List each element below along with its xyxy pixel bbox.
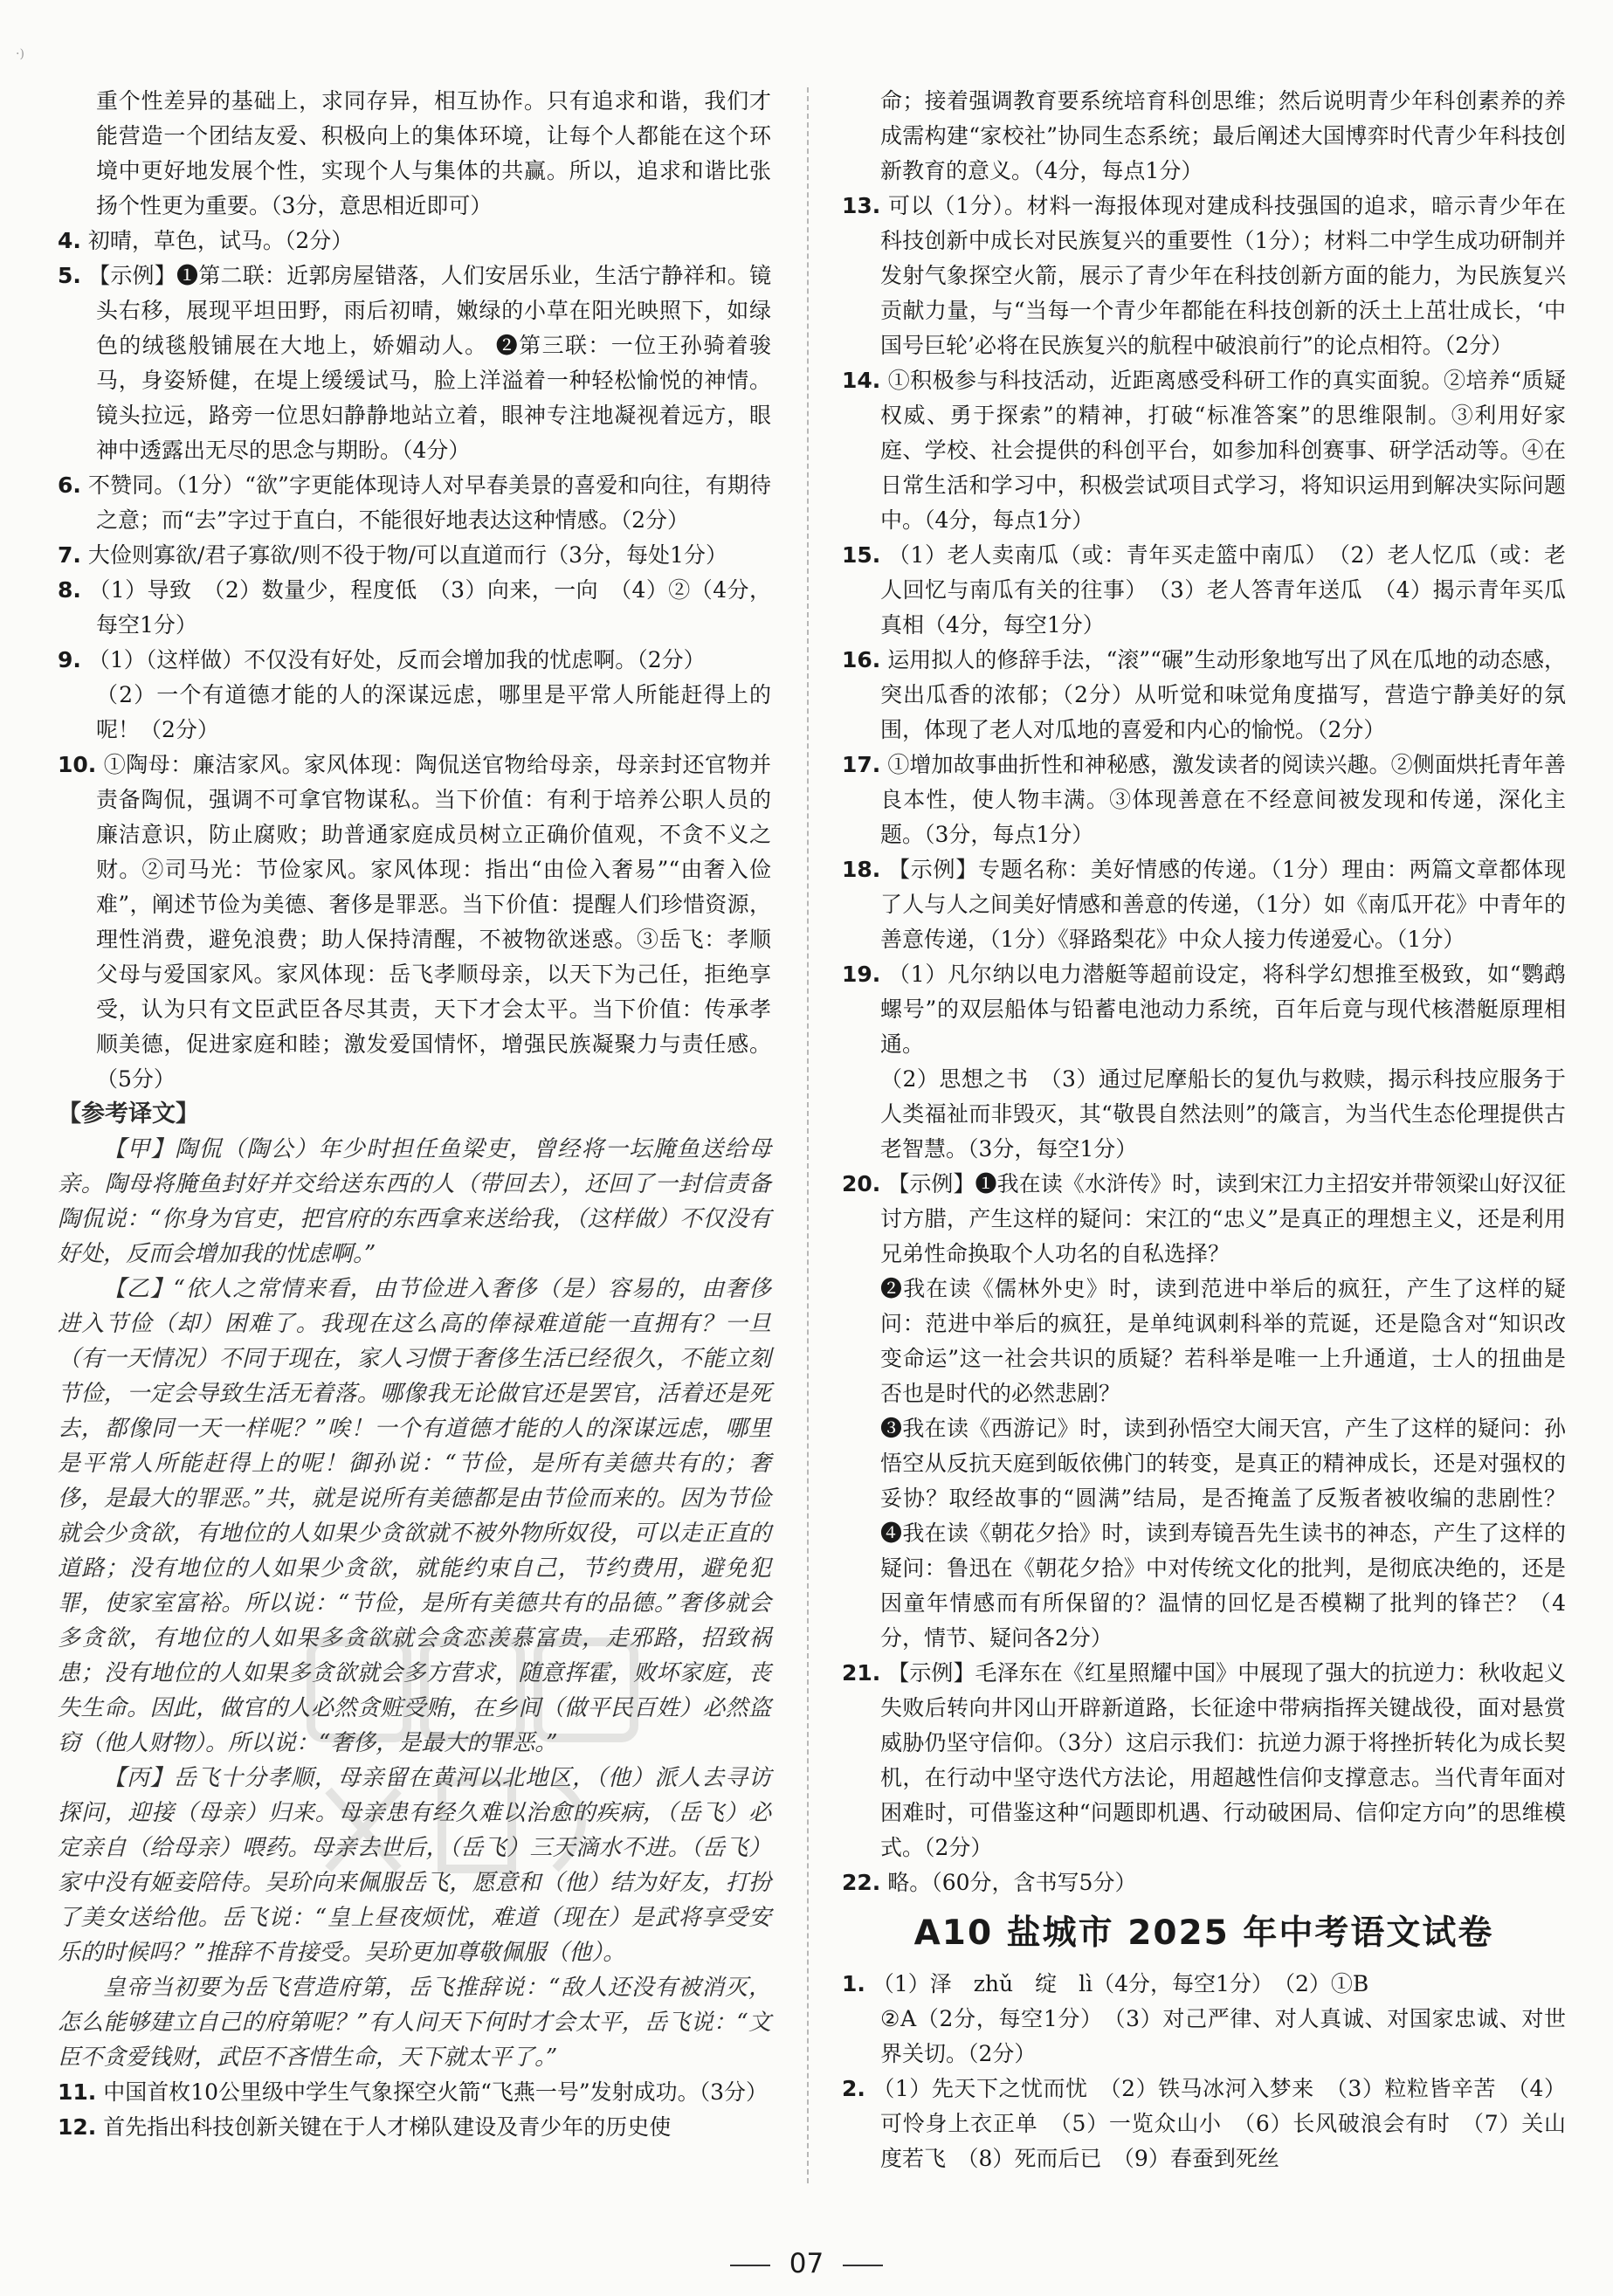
answer-text: （1）导致 （2）数量少，程度低 （3）向来，一向 （4）②（4分，每空1分） (88, 577, 771, 638)
reference-paragraph: 【甲】陶侃（陶公）年少时担任鱼梁吏，曾经将一坛腌鱼送给母亲。陶母将腌鱼封好并交给送东西的人（带回去），还回了一封信责备陶侃说：“你身为官吏，把官府的东西拿来送给我，（这样做）不仅没有好处，反而会增加我的忧虑啊。” (58, 1136, 771, 1267)
answer-text: 运用拟人的修辞手法，“滚”“碾”生动形象地写出了风在瓜地的动态感，突出瓜香的浓郁；（2分）从听觉和味觉角度描写，营造宁静美好的氛围，体现了老人对瓜地的喜爱和内心的愉悦。（2分） (880, 647, 1566, 742)
answer-text: ❷我在读《儒林外史》时，读到范进中举后的疯狂，产生了这样的疑问：范进中举后的疯狂，是单纯讽刺科举的荒诞，还是隐含对“知识改变命运”这一社会共识的质疑？若科举是唯一上升通道，士人的扭曲是否也是时代的必然悲剧？ (880, 1276, 1566, 1406)
answer-text: （1）（这样做）不仅没有好处，反而会增加我的忧虑啊。（2分） (87, 647, 706, 672)
answer-item (58, 643, 771, 678)
answer-item (842, 538, 1566, 643)
answer-item (842, 748, 1566, 852)
answer-item (842, 1967, 1566, 2002)
answer-text: 【示例】❶第二联：近郭房屋错落，人们安居乐业，生活宁静祥和。镜头右移，展现平坦田野，雨后初晴，嫩绿的小草在阳光映照下，如绿色的绒毯般铺展在大地上，娇媚动人。 ❷第三联：一位王孙骑着骏马，身姿矫健，在堤上缓缓试马，脸上洋溢着一种轻松愉悦的神情。镜头拉远，路旁一位思妇静静地站立着，眼神专注地凝视着远方，眼神中透露出无尽的思念与期盼。（4分） (88, 263, 771, 463)
reference-paragraph: 【丙】岳飞十分孝顺，母亲留在黄河以北地区，（他）派人去寻访探问，迎接（母亲）归来。母亲患有经久难以治愈的疾病，（岳飞）必定亲自（给母亲）喂药。母亲去世后，（岳飞）三天滴水不进。（岳飞）家中没有姬妾陪侍。吴玠向来佩服岳飞，愿意和（他）结为好友，打扮了美女送给他。岳飞说：“皇上昼夜烦忧，难道（现在）是武将享受安乐的时候吗？”推辞不肯接受。吴玠更加尊敬佩服（他）。 (58, 1765, 771, 1966)
answer-item (842, 1167, 1566, 1272)
answer-item (842, 363, 1566, 538)
answer-item (58, 573, 771, 643)
answer-number: 12. (58, 2114, 97, 2140)
answer-item (58, 748, 771, 1097)
answer-text: 【示例】❶我在读《水浒传》时，读到宋江力主招安并带领梁山好汉征讨方腊，产生这样的疑问：宋江的“忠义”是真正的理想主义，还是利用兄弟性命换取个人功名的自私选择？ (880, 1171, 1566, 1266)
answer-item (842, 643, 1566, 748)
right-column (842, 84, 1589, 2176)
answer-number: 7. (58, 542, 81, 568)
answer-item (842, 2072, 1566, 2176)
answer-number: 9. (58, 647, 81, 672)
answer-text: 初晴，草色，试马。（2分） (87, 228, 354, 253)
reference-translation (58, 1097, 771, 2075)
reference-paragraph: 皇帝当初要为岳飞营造府第，岳飞推辞说：“敌人还没有被消灭，怎么能够建立自己的府第呢？”有人问天下何时才会太平，岳飞说：“文臣不贪爱钱财，武臣不吝惜生命，天下就太平了。” (58, 1975, 771, 2071)
answer-item (842, 189, 1566, 363)
answer-continuation (842, 2002, 1566, 2072)
section-title: A10 盐城市 2025 年中考语文试卷 (913, 1913, 1494, 1953)
answer-number: 17. (842, 752, 881, 777)
answer-text: 【示例】毛泽东在《红星照耀中国》中展现了强大的抗逆力：秋收起义失败后转向井冈山开辟新道路，长征途中带病指挥关键战役，面对悬赏威胁仍坚守信仰。（3分）这启示我们：抗逆力源于将挫折转化为成长契机，在行动中坚守迭代方法论，用超越性信仰支撑意志。当代青年面对困难时，可借鉴这种“问题即机遇、行动破困局、信仰定方向”的思维模式。（2分） (880, 1660, 1566, 1860)
reference-paragraph: 【乙】“依人之常情来看，由节俭进入奢侈（是）容易的，由奢侈进入节俭（却）困难了。我现在这么高的俸禄难道能一直拥有？一旦（有一天情况）不同于现在，家人习惯于奢侈生活已经很久，不能立刻节俭，一定会导致生活无着落。哪像我无论做官还是罢官，活着还是死去，都像同一天一样呢？”唉！一个有道德才能的人的深谋远虑，哪里是平常人所能赶得上的呢！御孙说：“节俭，是所有美德共有的；奢侈，是最大的罪恶。”共，就是说所有美德都是由节俭而来的。因为节俭就会少贪欲，有地位的人如果少贪欲就不被外物所奴役，可以走正直的道路；没有地位的人如果少贪欲，就能约束自己，节约费用，避免犯罪，使家室富裕。所以说：“节俭，是所有美德共有的品德。”奢侈就会多贪欲，有地位的人如果多贪欲就会贪恋羡慕富贵，走邪路，招致祸患；没有地位的人如果多贪欲就会多方营求，随意挥霍，败坏家庭，丧失生命。因此，做官的人必然贪赃受贿，在乡间（做平民百姓）必然盗窃（他人财物）。所以说：“奢侈，是最大的罪恶。” (58, 1276, 771, 1756)
answer-item (58, 2110, 771, 2145)
answer-continuation (58, 678, 771, 748)
watermark-logo (293, 1607, 704, 1886)
page-number: 07 (0, 2248, 1613, 2279)
answer-text: 不赞同。（1分）“欲”字更能体现诗人对早春美景的喜爱和向往，有期待之意；而“去”字过于直白，不能很好地表达这种情感。（2分） (87, 472, 771, 533)
answer-number: 18. (842, 857, 881, 882)
answer-number: 13. (842, 193, 881, 218)
answer-text: （1）老人卖南瓜（或：青年买走篮中南瓜） （2）老人忆瓜（或：老人回忆与南瓜有关的往事） （3）老人答青年送瓜 （4）揭示青年买瓜真相（4分，每空1分） (880, 542, 1566, 638)
answer-item (58, 2075, 771, 2110)
answer-number: 16. (842, 647, 881, 672)
answer-item (58, 259, 771, 468)
answer-text: 【示例】专题名称：美好情感的传递。（1分）理由：两篇文章都体现了人与人之间美好情感和善意的传递，（1分）如《南瓜开花》中青年的善意传递，（1分）《驿路梨花》中众人接力传递爱心。（1分） (880, 857, 1566, 952)
corner-mark: ·) (16, 47, 24, 61)
answer-number: 4. (58, 228, 81, 253)
answer-item (842, 1656, 1566, 1865)
answer-text: （1）先天下之忧而忧 （2）铁马冰河入梦来 （3）粒粒皆辛苦 （4）可怜身上衣正单 （5）一览众山小 （6）长风破浪会有时 （7）关山度若飞 （8）死而后已 （9）春蚕到死丝 (872, 2076, 1566, 2171)
answer-item (842, 852, 1566, 957)
answer-text: （1）凡尔纳以电力潜艇等超前设定，将科学幻想推至极致，如“鹦鹉螺号”的双层船体与铅蓄电池动力系统，百年后竟与现代核潜艇原理相通。 (880, 962, 1566, 1057)
answer-text: ①增加故事曲折性和神秘感，激发读者的阅读兴趣。②侧面烘托青年善良本性，使人物丰满。③体现善意在不经意间被发现和传递，深化主题。（3分，每点1分） (880, 752, 1566, 847)
answer-text: 可以（1分）。材料一海报体现对建成科技强国的追求，暗示青少年在科技创新中成长对民族复兴的重要性（1分）；材料二中学生成功研制并发射气象探空火箭，展示了青少年在科技创新方面的能力，为民族复兴贡献力量，与“当每一个青少年都能在科技创新的沃土上茁壮成长，‘中国号巨轮’必将在民族复兴的航程中破浪前行”的论点相符。（2分） (880, 193, 1566, 358)
answer-number: 5. (58, 263, 81, 288)
answer-item (842, 1865, 1566, 1900)
answer-text: ②A（2分，每空1分） （3）对己严律、对人真诚、对国家忠诚、对世界关切。（2分） (880, 2006, 1566, 2066)
answer-text: 首先指出科技创新关键在于人才梯队建设及青少年的历史使 (103, 2114, 672, 2140)
answer-text: ①积极参与科技活动，近距离感受科研工作的真实面貌。②培养“质疑权威、勇于探索”的精神，打破“标准答案”的思维限制。③利用好家庭、学校、社会提供的科创平台，如参加科创赛事、研学活动等。④在日常生活和学习中，积极尝试项目式学习，将知识运用到解决实际问题中。（4分，每点1分） (880, 368, 1566, 533)
answer-number: 8. (58, 577, 81, 603)
answer-item (58, 224, 771, 259)
answer-text: （2）思想之书 （3）通过尼摩船长的复仇与救赎，揭示科技应服务于人类福祉而非毁灭，其“敬畏自然法则”的箴言，为当代生态伦理提供古老智慧。（3分，每空1分） (880, 1066, 1566, 1162)
answer-continuation (842, 1411, 1589, 1656)
reference-title (58, 1097, 771, 1132)
answer-text: 略。（60分，含书写5分） (887, 1870, 1137, 1895)
answer-number: 20. (842, 1171, 881, 1196)
column-divider (807, 87, 809, 2183)
reference-title-text: 【参考译文】 (58, 1100, 199, 1127)
answer-number: 1. (842, 1971, 865, 1996)
answer-item (842, 957, 1566, 1062)
answer-number: 21. (842, 1660, 881, 1686)
answer-number: 22. (842, 1870, 881, 1895)
answer-continuation (842, 1062, 1566, 1167)
answer-continuation: 重个性差异的基础上，求同存异，相互协作。只有追求和谐，我们才能营造一个团结友爱、积极向上的集体环境，让每个人都能在这个环境中更好地发展个性，实现个人与集体的共赢。所以，追求和谐比张扬个性更为重要。（3分，意思相近即可） (96, 88, 771, 218)
answer-number: 11. (58, 2079, 97, 2105)
answer-number: 19. (842, 962, 881, 987)
answer-number: 2. (842, 2076, 865, 2101)
answer-continuation: 命；接着强调教育要系统培育科创思维；然后说明青少年科创素养的养成需构建“家校社”协同生态系统；最后阐述大国博弈时代青少年科技创新教育的意义。（4分，每点1分） (880, 88, 1566, 183)
answer-text: （1）泽 zhǔ 绽 lì（4分，每空1分） （2）①B (872, 1971, 1369, 1996)
answer-text: 大俭则寡欲/君子寡欲/则不役于物/可以直道而行（3分，每处1分） (87, 542, 727, 568)
answer-number: 15. (842, 542, 881, 568)
answer-text: 中国首枚10公里级中学生气象探空火箭“飞燕一号”发射成功。（3分） (103, 2079, 769, 2105)
answer-item (58, 468, 771, 538)
answer-number: 6. (58, 472, 81, 498)
answer-item (58, 538, 771, 573)
answer-number: 10. (58, 752, 97, 777)
answer-text: ❸我在读《西游记》时，读到孙悟空大闹天宫，产生了这样的疑问：孙悟空从反抗天庭到皈依佛门的转变，是真正的精神成长，还是对强权的妥协？取经故事的“圆满”结局，是否掩盖了反叛者被收编的悲剧性？ ❹我在读《朝花夕拾》时，读到寿镜吾先生读书的神态，产生了这样的疑问：鲁迅在《朝花夕拾》中对传统文化的批判，是彻底决绝的，还是因童年情感而有所保留的？温情的回忆是否模糊了批判的锋芒？（4分，情节、疑问各2分） (880, 1416, 1589, 1651)
answer-continuation (842, 1272, 1566, 1411)
answer-text: （2）一个有道德才能的人的深谋远虑，哪里是平常人所能赶得上的呢！（2分） (96, 682, 771, 742)
answer-number: 14. (842, 368, 881, 393)
answer-text: ①陶母：廉洁家风。家风体现：陶侃送官物给母亲，母亲封还官物并责备陶侃，强调不可拿官物谋私。当下价值：有利于培养公职人员的廉洁意识，防止腐败；助普通家庭成员树立正确价值观，不贪不义之财。②司马光：节俭家风。家风体现：指出“由俭入奢易”“由奢入俭难”，阐述节俭为美德、奢侈是罪恶。当下价值：提醒人们珍惜资源，理性消费，避免浪费；助人保持清醒，不被物欲迷惑。③岳飞：孝顺父母与爱国家风。家风体现：岳飞孝顺母亲，以天下为己任，拒绝享受，认为只有文臣武臣各尽其责，天下才会太平。当下价值：传承孝顺美德，促进家庭和睦；激发爱国情怀，增强民族凝聚力与责任感。（5分） (96, 752, 771, 1092)
